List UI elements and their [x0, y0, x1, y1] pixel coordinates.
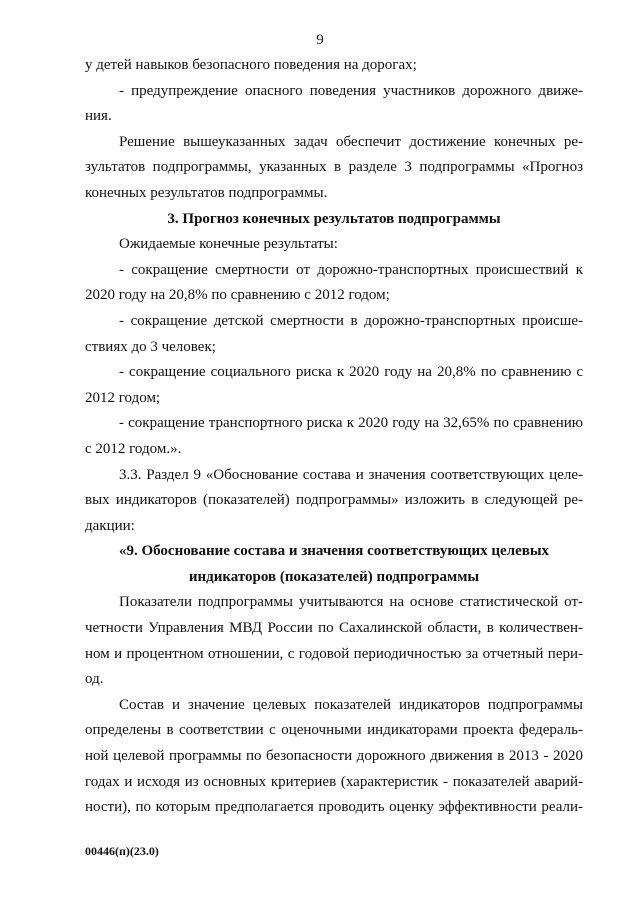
text-line: - сокращение социального риска к 2020 году на 20,8% по сравнению с	[119, 364, 583, 381]
text-line: зультатов подпрограммы, указанных в разделе 3 подпрограммы «Прогноз	[85, 159, 583, 176]
text-line: 2012 годом;	[85, 389, 161, 406]
text-line: у детей навыков безопасного поведения на дорогах;	[85, 57, 417, 73]
text-line: дакции:	[85, 517, 135, 534]
text-line: Состав и значение целевых показателей индикаторов подпрограммы	[119, 696, 583, 713]
text-line: 3.3. Раздел 9 «Обоснование состава и значения соответствующих целе-	[119, 466, 583, 483]
text-line: вых индикаторов (показателей) подпрограммы» изложить в следующей ре-	[85, 492, 583, 509]
document-code: 00446(п)(23.0)	[85, 844, 159, 858]
text-line: ния.	[85, 108, 112, 125]
text-line: ной целевой программы по безопасности дорожного движения в 2013 - 2020	[85, 748, 583, 765]
section-heading: 3. Прогноз конечных результатов подпрограммы	[167, 210, 501, 227]
text-line: ствиях до 3 человек;	[85, 338, 216, 355]
page-number: 9	[316, 32, 324, 48]
section-heading: индикаторов (показателей) подпрограммы	[188, 568, 480, 585]
text-line: Решение вышеуказанных задач обеспечит достижение конечных ре-	[119, 133, 583, 150]
text-line: конечных результатов подпрограммы.	[85, 184, 328, 201]
text-line: годах и исходя из основных критериев (характеристик - показателей аварий-	[85, 773, 583, 790]
text-line: Ожидаемые конечные результаты:	[119, 236, 338, 253]
text-line: ном и процентном отношении, с годовой периодичностью за отчетный пери-	[85, 645, 583, 662]
text-line: с 2012 годом.».	[85, 440, 182, 457]
text-line: - предупреждение опасного поведения участников дорожного движе-	[119, 82, 583, 99]
text-line: Показатели подпрограммы учитываются на основе статистической от-	[119, 594, 583, 611]
document-body	[85, 53, 583, 821]
text-line: - сокращение смертности от дорожно-транспортных происшествий к	[119, 261, 583, 278]
text-line: определены в соответствии с оценочными индикаторами проекта федераль-	[85, 722, 583, 739]
text-line: - сокращение детской смертности в дорожно-транспортных происше-	[119, 312, 583, 329]
text-line: ности), по которым предполагается проводить оценку эффективности реали-	[85, 799, 583, 816]
text-line: од.	[85, 671, 104, 688]
text-line: - сокращение транспортного риска к 2020 году на 32,65% по сравнению	[119, 415, 583, 432]
text-line: 2020 году на 20,8% по сравнению с 2012 годом;	[85, 287, 390, 304]
section-heading: «9. Обоснование состава и значения соответствующих целевых	[118, 543, 550, 560]
text-line: четности Управления МВД России по Сахалинской области, в количествен-	[85, 620, 583, 637]
